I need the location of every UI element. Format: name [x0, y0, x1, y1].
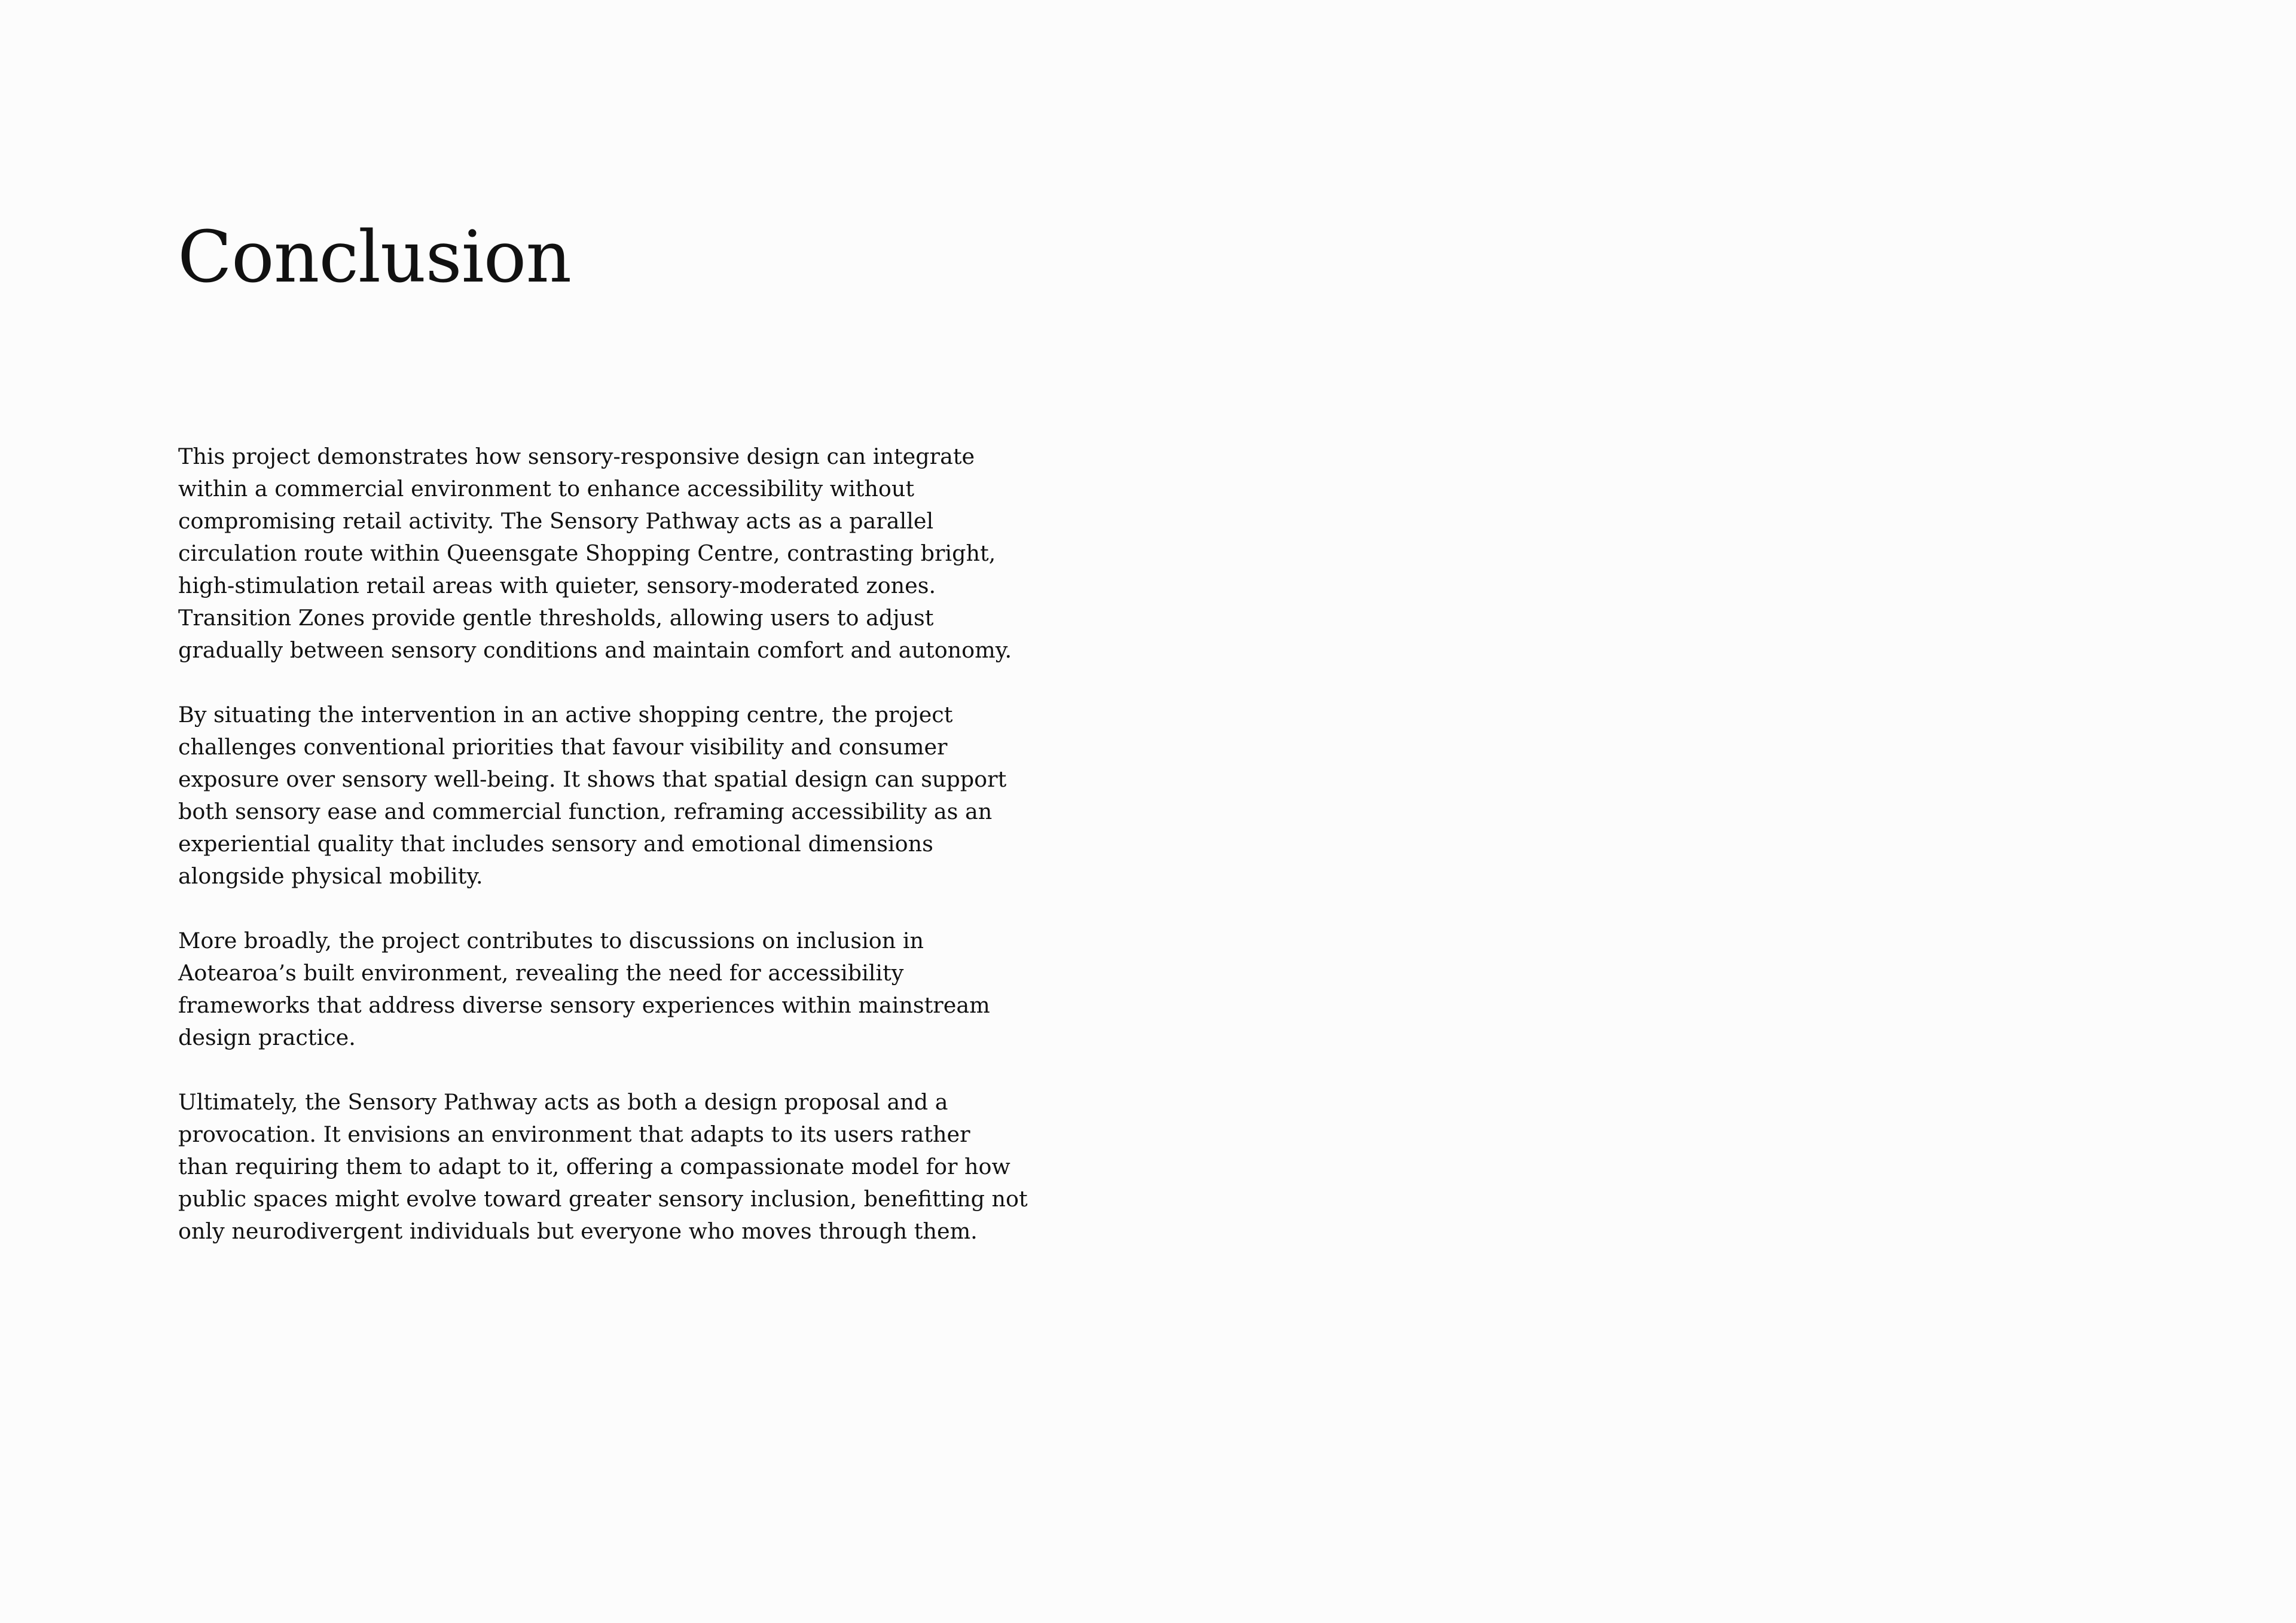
text-line: public spaces might evolve toward greater sensory inclusion, benefitting not: [178, 1186, 1028, 1212]
text-line: Aotearoa’s built environment, revealing the need for accessibility: [178, 960, 904, 986]
text-line: By situating the intervention in an active shopping centre, the project: [178, 702, 953, 728]
text-line: Ultimately, the Sensory Pathway acts as both a design proposal and a: [178, 1089, 948, 1115]
text-line: only neurodivergent individuals but everyone who moves through them.: [178, 1218, 978, 1244]
body-text: [178, 441, 1027, 1248]
paragraph-2: [178, 699, 1027, 893]
paragraph-4: [178, 1086, 1027, 1248]
text-line: More broadly, the project contributes to discussions on inclusion in: [178, 928, 924, 953]
text-line: circulation route within Queensgate Shopping Centre, contrasting bright,: [178, 540, 996, 566]
text-line: alongside physical mobility.: [178, 863, 483, 889]
text-line: compromising retail activity. The Sensory Pathway acts as a parallel: [178, 508, 934, 534]
text-line: challenges conventional priorities that favour visibility and consumer: [178, 734, 948, 760]
text-line: exposure over sensory well-being. It shows that spatial design can support: [178, 766, 1007, 792]
text-line: both sensory ease and commercial function, reframing accessibility as an: [178, 799, 993, 824]
text-line: than requiring them to adapt to it, offering a compassionate model for how: [178, 1154, 1010, 1179]
text-line: design practice.: [178, 1025, 356, 1050]
paragraph-3: [178, 925, 1027, 1054]
text-line: This project demonstrates how sensory-responsive design can integrate: [178, 444, 975, 469]
text-line: Transition Zones provide gentle thresholds, allowing users to adjust: [178, 605, 934, 631]
text-line: frameworks that address diverse sensory experiences within mainstream: [178, 992, 990, 1018]
text-line: high-stimulation retail areas with quieter, sensory-moderated zones.: [178, 573, 936, 598]
text-line: within a commercial environment to enhance accessibility without: [178, 476, 915, 502]
text-line: gradually between sensory conditions and maintain comfort and autonomy.: [178, 637, 1012, 663]
text-line: experiential quality that includes sensory and emotional dimensions: [178, 831, 933, 857]
text-line: provocation. It envisions an environment that adapts to its users rather: [178, 1121, 970, 1147]
paragraph-1: [178, 441, 1027, 667]
page-title: Conclusion: [178, 216, 572, 299]
